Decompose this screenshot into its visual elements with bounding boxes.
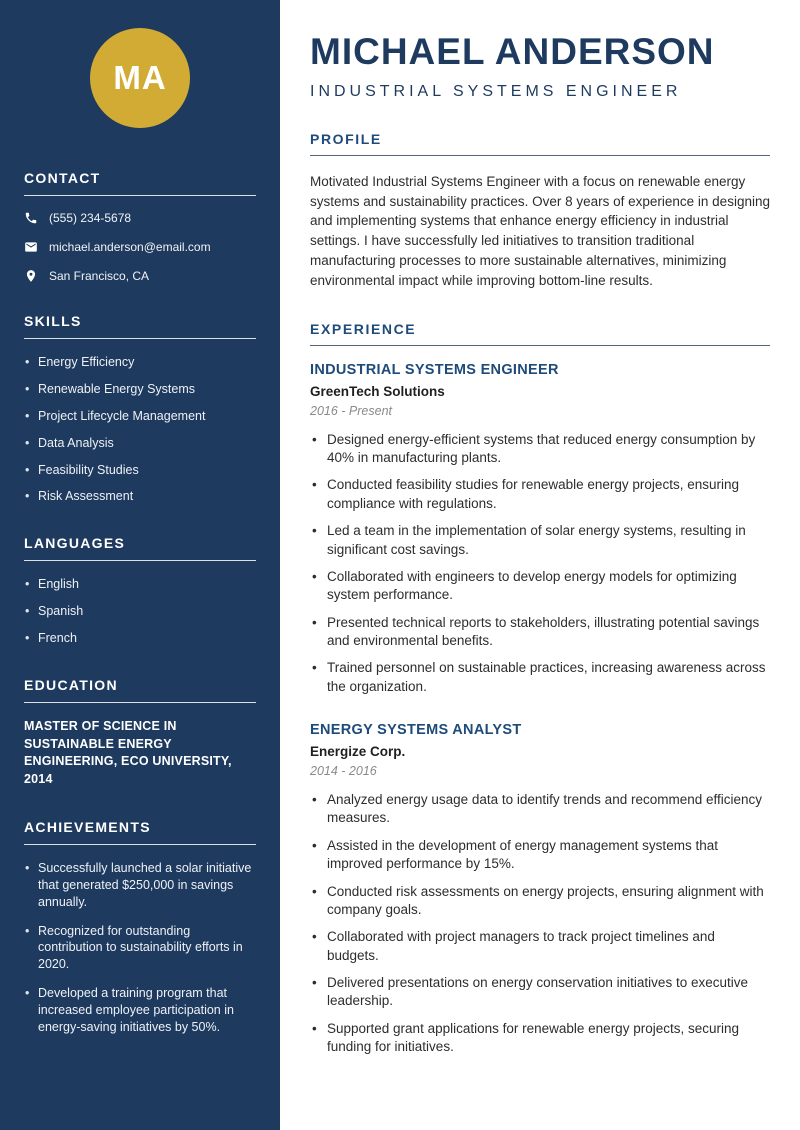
contact-heading: CONTACT — [24, 170, 256, 196]
skill-item: • Project Lifecycle Management — [24, 408, 256, 425]
contact-section — [24, 170, 256, 283]
job-title: INDUSTRIAL SYSTEMS ENGINEER — [310, 361, 559, 378]
language-item: • French — [24, 630, 256, 647]
job-bullet: • Analyzed energy usage data to identify trends and recommend efficiency measures. — [310, 791, 770, 828]
email-icon — [24, 240, 38, 254]
achievements-heading: ACHIEVEMENTS — [24, 819, 256, 845]
contact-email-text: michael.anderson@email.com — [49, 240, 211, 254]
achievement-item: • Developed a training program that increased employee participation in energy-saving initiatives by 50%. — [24, 985, 256, 1036]
job-entry — [310, 722, 770, 1056]
job-bullet: • Conducted feasibility studies for renewable energy projects, ensuring compliance with regulations. — [310, 476, 770, 513]
contact-phone — [24, 211, 256, 225]
job-bullet: • Conducted risk assessments on energy projects, ensuring alignment with company goals. — [310, 883, 770, 920]
avatar — [90, 28, 190, 128]
education-section — [24, 677, 256, 789]
sidebar — [0, 0, 280, 1130]
skill-item: • Risk Assessment — [24, 488, 256, 505]
profile-section — [310, 131, 770, 291]
contact-location — [24, 269, 256, 283]
main-content — [280, 0, 800, 1130]
contact-phone-text: (555) 234-5678 — [49, 211, 132, 225]
avatar-initials: MA — [113, 59, 167, 96]
contact-location-text: San Francisco, CA — [49, 269, 150, 283]
job-bullet: • Collaborated with engineers to develop energy models for optimizing system performance. — [310, 568, 770, 605]
job-entry — [310, 362, 770, 696]
skill-item: • Energy Efficiency — [24, 354, 256, 371]
languages-section — [24, 535, 256, 647]
achievement-item: • Recognized for outstanding contribution to sustainability efforts in 2020. — [24, 923, 256, 974]
skills-section — [24, 313, 256, 505]
achievements-section — [24, 819, 256, 1036]
skills-heading: SKILLS — [24, 313, 256, 339]
job-bullet-list — [310, 791, 770, 1056]
job-bullet: • Trained personnel on sustainable practices, increasing awareness across the organization. — [310, 659, 770, 696]
location-icon — [24, 269, 38, 283]
skill-item: • Renewable Energy Systems — [24, 381, 256, 398]
phone-icon — [24, 211, 38, 225]
person-name: MICHAEL ANDERSON — [310, 31, 715, 72]
education-degree: MASTER OF SCIENCE IN SUSTAINABLE ENERGY ENGINEERING, ECO UNIVERSITY, 2014 — [24, 718, 232, 787]
experience-section — [310, 321, 770, 1057]
languages-list — [24, 576, 256, 647]
job-bullet: • Supported grant applications for renewable energy projects, securing funding for initiatives. — [310, 1020, 770, 1057]
education-heading: EDUCATION — [24, 677, 256, 703]
job-bullet: • Delivered presentations on energy conservation initiatives to executive leadership. — [310, 974, 770, 1011]
job-title: ENERGY SYSTEMS ANALYST — [310, 722, 522, 739]
language-item: • Spanish — [24, 603, 256, 620]
contact-email — [24, 240, 256, 254]
job-bullet: • Led a team in the implementation of solar energy systems, resulting in significant cost savings. — [310, 522, 770, 559]
job-dates: 2016 - Present — [310, 403, 392, 418]
profile-text: Motivated Industrial Systems Engineer with a focus on renewable energy systems and sustainability practices. Over 8 years of experience in designing and implementing systems that enhance energy efficiency in industrial settings. I have successfully led initiatives to transition traditional manufacturing processes to more sustainable alternatives, minimizing environmental impact while improving bottom-line results. — [310, 173, 770, 288]
language-item: • English — [24, 576, 256, 593]
job-bullet: • Designed energy-efficient systems that reduced energy consumption by 40% in manufacturing plants. — [310, 431, 770, 468]
profile-heading: PROFILE — [310, 131, 770, 156]
job-company: GreenTech Solutions — [310, 383, 445, 399]
experience-heading: EXPERIENCE — [310, 321, 770, 346]
skills-list — [24, 354, 256, 505]
person-headline: INDUSTRIAL SYSTEMS ENGINEER — [310, 82, 682, 100]
skill-item: • Data Analysis — [24, 435, 256, 452]
achievement-item: • Successfully launched a solar initiative that generated $250,000 in savings annually. — [24, 860, 256, 911]
job-bullet: • Presented technical reports to stakeholders, illustrating potential savings and environmental benefits. — [310, 614, 770, 651]
languages-heading: LANGUAGES — [24, 535, 256, 561]
achievements-list — [24, 860, 256, 1036]
job-dates: 2014 - 2016 — [310, 764, 377, 779]
job-company: Energize Corp. — [310, 744, 406, 760]
job-bullet: • Collaborated with project managers to track project timelines and budgets. — [310, 928, 770, 965]
job-bullet-list — [310, 431, 770, 696]
job-bullet: • Assisted in the development of energy management systems that improved performance by 15%. — [310, 837, 770, 874]
skill-item: • Feasibility Studies — [24, 462, 256, 479]
